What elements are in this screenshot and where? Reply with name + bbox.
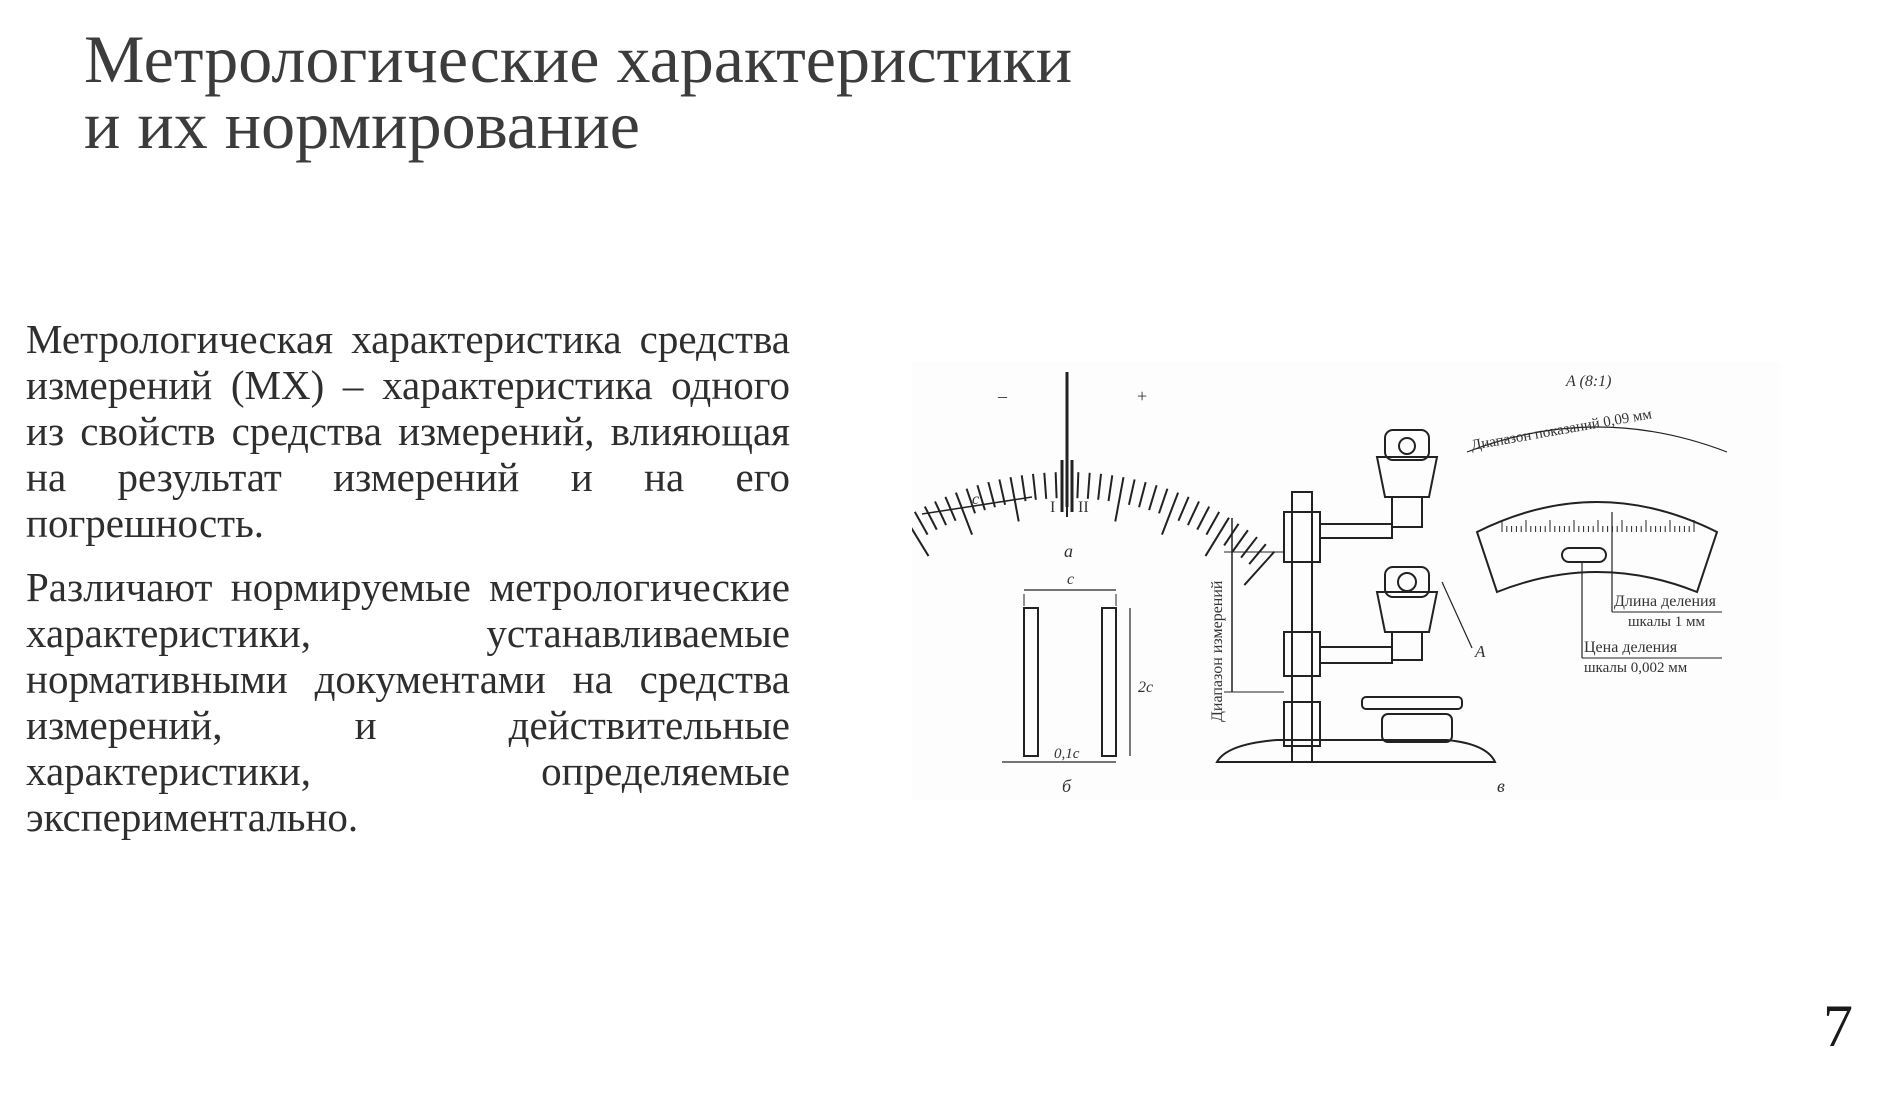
pointer-label-1: I bbox=[1050, 499, 1056, 516]
division-length-line-1: Длина деления bbox=[1614, 593, 1716, 610]
scale-tick bbox=[1159, 489, 1167, 514]
scale-minus-label: – bbox=[998, 386, 1007, 406]
caption-b: б bbox=[1062, 776, 1072, 796]
body-text bbox=[26, 316, 790, 858]
classification-paragraph: Различают нормируемые метрологические характеристики, устанавливаемые нормативными документами на средства измерений, и действительные характеристики, определяемые экспериментально. bbox=[26, 564, 790, 840]
detail-a-label: A (8:1) bbox=[1566, 373, 1612, 390]
measuring-instrument-figure bbox=[912, 362, 1780, 800]
scale-tick bbox=[1188, 502, 1199, 526]
bar-width-label: 0,1c bbox=[1054, 746, 1080, 762]
scale-ticks bbox=[912, 472, 1274, 585]
slide-title-line-2: и их нормирование bbox=[84, 87, 640, 163]
scale-tick bbox=[1244, 552, 1274, 585]
measurement-range-label: Диапазон измерений bbox=[1209, 580, 1226, 722]
slide-title bbox=[84, 21, 1384, 163]
definition-paragraph: Метрологическая характеристика средства измерений (МХ) – характеристика одного из свойств средства измерений, влияющая на результат измерений и на его погрешность. bbox=[26, 316, 790, 546]
scale-tick bbox=[1088, 473, 1090, 499]
scale-tick bbox=[1129, 479, 1135, 504]
scale-tick bbox=[915, 512, 928, 535]
scale-tick bbox=[1108, 475, 1112, 501]
scale-tick bbox=[1149, 485, 1157, 510]
distance-label: c bbox=[1067, 571, 1075, 588]
detail-marker-a: A bbox=[1475, 642, 1486, 661]
division-value-line-1: Цена деления bbox=[1584, 639, 1678, 656]
division-value-line-2: шкалы 0,002 мм bbox=[1584, 660, 1688, 676]
scale-tick bbox=[1033, 474, 1036, 500]
page-number: 7 bbox=[1823, 993, 1853, 1059]
division-length-line-2: шкалы 1 мм bbox=[1628, 614, 1705, 630]
scale-tick bbox=[1241, 537, 1257, 558]
indication-range-label: Диапазон показаний 0,09 мм bbox=[1469, 406, 1654, 454]
pointer-label-2: II bbox=[1078, 499, 1089, 516]
scale-tick bbox=[925, 507, 937, 530]
scale-tick bbox=[1139, 482, 1146, 507]
scale-tick bbox=[1205, 518, 1229, 556]
scale-tick bbox=[1115, 477, 1123, 521]
caption-a: а bbox=[1064, 541, 1073, 561]
slide-title-line-1: Метрологические характеристики bbox=[84, 21, 1073, 97]
scale-tick bbox=[1206, 512, 1219, 535]
caption-v: в bbox=[1497, 776, 1505, 796]
scale-tick bbox=[1197, 507, 1209, 530]
scale-tick bbox=[1233, 530, 1248, 551]
scale-tick bbox=[1098, 474, 1101, 500]
detail-ticks bbox=[1502, 520, 1694, 532]
scale-tick bbox=[1249, 544, 1266, 564]
scale-tick bbox=[1056, 472, 1057, 498]
scale-tick bbox=[1022, 475, 1026, 501]
division-interval-label: c bbox=[972, 491, 980, 508]
scale-tick bbox=[1077, 472, 1078, 498]
bar-height-label: 2c bbox=[1138, 679, 1154, 696]
scale-plus-label: + bbox=[1137, 386, 1148, 406]
figure-drawing bbox=[912, 362, 1780, 800]
scale-tick bbox=[1178, 497, 1188, 521]
scale-tick bbox=[935, 502, 946, 526]
scale-tick bbox=[1044, 473, 1046, 499]
